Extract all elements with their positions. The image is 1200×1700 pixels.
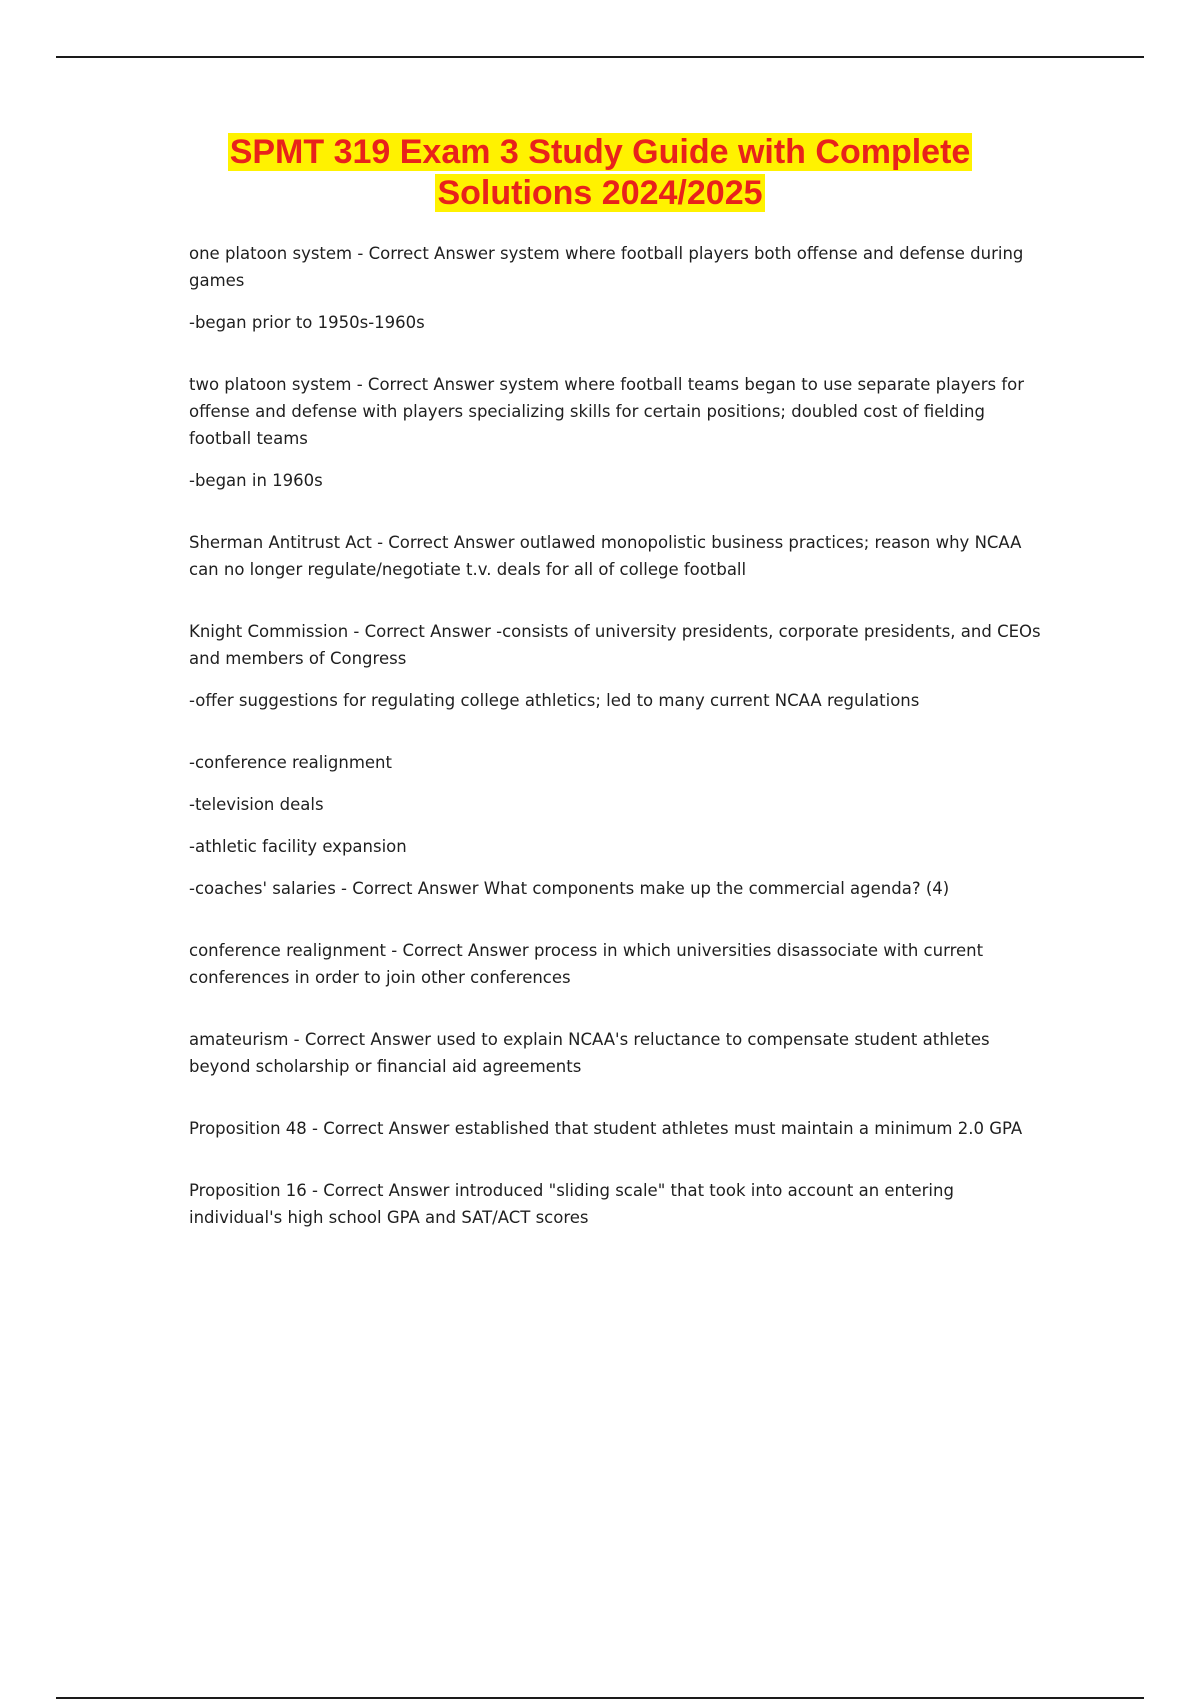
entry-text: -began prior to 1950s-1960s (189, 313, 425, 332)
entry-text: Knight Commission - Correct Answer -consists of university presidents, corporate presidents, and CEOs and members of Congress (189, 622, 1041, 668)
entry-text: conference realignment - Correct Answer process in which universities disassociate with current conferences in order to join other conferences (189, 941, 984, 987)
entry-text: one platoon system - Correct Answer system where football players both offense and defense during games (189, 244, 1024, 290)
entry-text: -television deals (189, 795, 324, 814)
top-rule (56, 56, 1144, 58)
entry-text: two platoon system - Correct Answer system where football teams began to use separate players for offense and defense with players specializing skills for certain positions; doubled cost of fielding football teams (189, 375, 1025, 448)
entry-text: Proposition 48 - Correct Answer established that student athletes must maintain a minimum 2.0 GPA (189, 1119, 1023, 1138)
entry-proposition-48 (189, 1115, 1049, 1142)
entry-text: -conference realignment (189, 753, 392, 772)
entry-text: -coaches' salaries - Correct Answer What components make up the commercial agenda? (4) (189, 879, 950, 898)
entry-text: -athletic facility expansion (189, 837, 407, 856)
entry-text: -offer suggestions for regulating college athletics; led to many current NCAA regulations (189, 691, 920, 710)
entry-text: Sherman Antitrust Act - Correct Answer outlawed monopolistic business practices; reason why NCAA can no longer regulate/negotiate t.v. deals for all of college football (189, 533, 1022, 579)
entry-conference-realignment (189, 937, 1049, 991)
document-title: SPMT 319 Exam 3 Study Guide with Complete Solutions 2024/2025 (229, 133, 971, 212)
entry-one-platoon-system (189, 240, 1049, 336)
bottom-rule (56, 1697, 1144, 1699)
entry-text: Proposition 16 - Correct Answer introduced "sliding scale" that took into account an entering individual's high school GPA and SAT/ACT scores (189, 1181, 954, 1227)
title-block (0, 132, 1200, 214)
entry-sherman-antitrust-act (189, 529, 1049, 583)
study-guide-body (189, 240, 1049, 1231)
entry-amateurism (189, 1026, 1049, 1080)
entry-proposition-16 (189, 1177, 1049, 1231)
entry-text: amateurism - Correct Answer used to explain NCAA's reluctance to compensate student athletes beyond scholarship or financial aid agreements (189, 1030, 990, 1076)
entry-knight-commission (189, 618, 1049, 714)
entry-two-platoon-system (189, 371, 1049, 494)
entry-commercial-agenda (189, 749, 1049, 902)
entry-text: -began in 1960s (189, 471, 323, 490)
